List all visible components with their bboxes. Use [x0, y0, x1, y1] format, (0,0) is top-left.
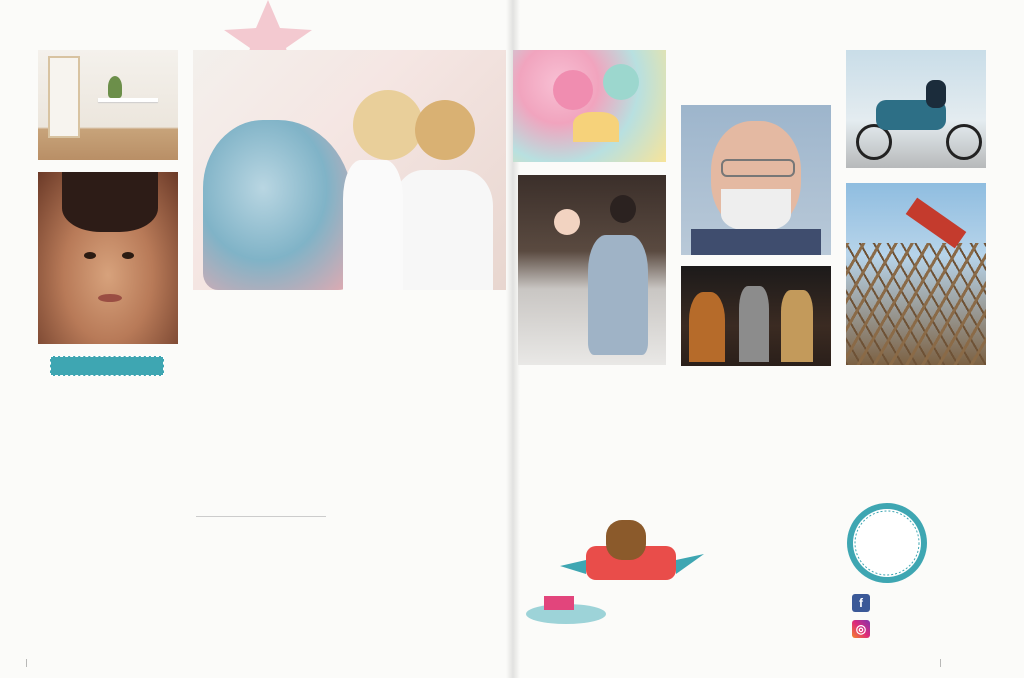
instagram-link[interactable] — [852, 620, 1002, 638]
mitmachen-badge-icon[interactable] — [846, 502, 928, 584]
impressum-title — [50, 356, 164, 376]
facebook-link[interactable] — [852, 594, 1002, 612]
photo-ladakh-child — [38, 172, 178, 344]
instagram-icon: ◎ — [852, 620, 870, 638]
photo-room-mirror — [38, 50, 178, 160]
photo-credits — [14, 190, 26, 630]
photo-mother-daughter — [193, 50, 506, 290]
footer-left: | — [26, 658, 28, 667]
divider — [196, 516, 326, 517]
impressum-text — [38, 382, 186, 642]
photo-theater — [681, 266, 831, 366]
photo-mother-baby — [518, 175, 666, 365]
photo-sweets — [513, 50, 666, 162]
photo-cargo-bike — [846, 50, 986, 168]
mini-tipi-note — [570, 624, 710, 635]
mini-tipi-illustration — [526, 510, 706, 630]
section-leben — [196, 501, 210, 512]
footer-right: | — [940, 658, 942, 667]
photo-eric-carle — [681, 105, 831, 255]
facebook-icon: f — [852, 594, 870, 612]
photo-rollercoaster — [846, 183, 986, 365]
